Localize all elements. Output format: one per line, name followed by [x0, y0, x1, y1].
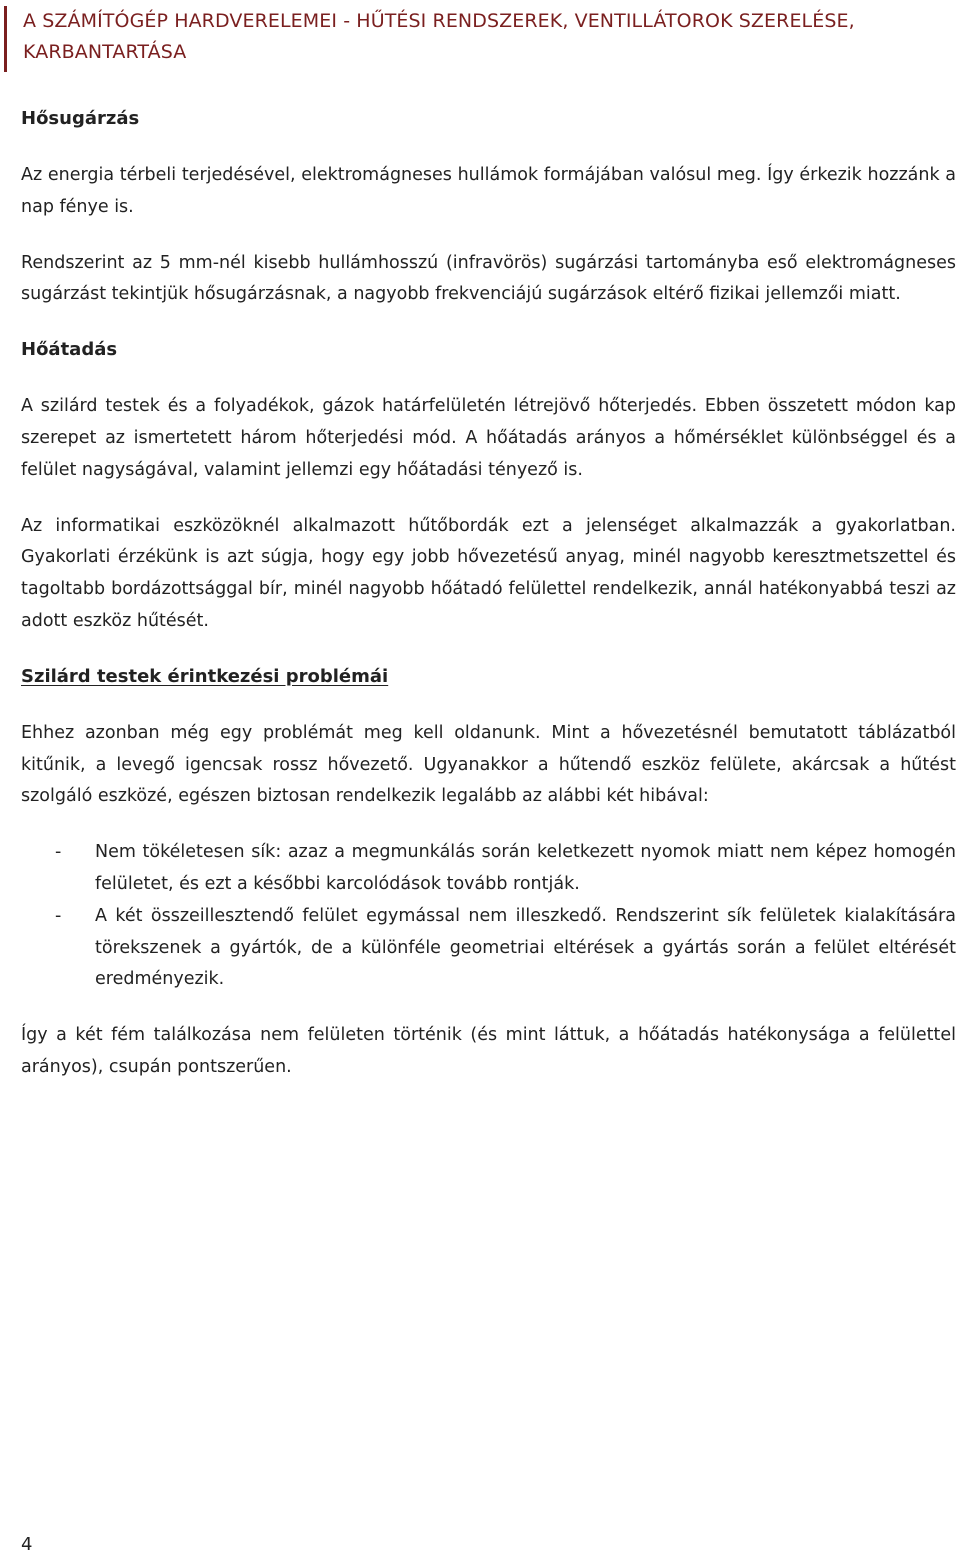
list-dash-marker: - [55, 905, 62, 926]
list-item [21, 901, 956, 996]
defect-list [21, 837, 956, 996]
paragraph: Rendszerint az 5 mm-nél kisebb hullámhosszú (infravörös) sugárzási tartományba eső elektromágneses sugárzást tekintjük hősugárzásnak, a nagyobb frekvenciájú sugárzások eltérő fizikai jellemzői miatt. [21, 252, 956, 305]
page-header [4, 6, 954, 72]
section-heading-hosugarzas: Hősugárzás [21, 108, 140, 129]
section-heading-hoatadas: Hőátadás [21, 339, 118, 361]
paragraph: Ehhez azonban még egy problémát meg kell oldanunk. Mint a hővezetésnél bemutatott táblázatból kitűnik, a levegő igencsak rossz hővezető. Ugyanakkor a hűtendő eszköz felülete, akárcsak a hűtést szolgáló eszközé, egészen biztosan rendelkezik legalább az alábbi két hibával: [21, 722, 956, 807]
list-item-text: A két összeillesztendő felület egymással nem illeszkedő. Rendszerint sík felületek kialakítására törekszenek a gyártók, de a különféle geometriai eltérések a gyártás során a felület eltérését eredményezik. [95, 905, 956, 990]
list-item-text: Nem tökéletesen sík: azaz a megmunkálás során keletkezett nyomok miatt nem képez homogén felületet, és ezt a későbbi karcolódások tovább rontják. [95, 842, 956, 894]
list-item [21, 837, 956, 901]
header-title-line-1: A SZÁMÍTÓGÉP HARDVERELEMEI - HŰTÉSI RENDSZEREK, VENTILLÁTOROK SZERELÉSE, [23, 10, 855, 32]
section-heading-erintkezesi-problemak: Szilárd testek érintkezési problémái [21, 665, 389, 687]
closing-paragraph: Így a két fém találkozása nem felületen történik (és mint láttuk, a hőátadás hatékonysága a felülettel arányos), csupán pontszerűen. [21, 1025, 956, 1077]
paragraph: A szilárd testek és a folyadékok, gázok határfelületén létrejövő hőterjedés. Ebben összetett módon kap szerepet az ismertetett három hőterjedési mód. A hőátadás arányos a hőmérséklet különbséggel és a felület nagyságával, valamint jellemzi egy hőátadási tényező is. [21, 396, 956, 480]
paragraph: Az informatikai eszközöknél alkalmazott hűtőbordák ezt a jelenséget alkalmazzák a gyakorlatban. Gyakorlati érzékünk is azt súgja, hogy egy jobb hővezetésű anyag, minél nagyobb keresztmetszettel és tagoltabb bordázottsággal bír, minél nagyobb hőátadó felülettel rendelkezik, annál hatékonyabbá teszi az adott eszköz hűtését. [21, 515, 956, 631]
page-number: 4 [21, 1534, 33, 1555]
document-body [21, 104, 956, 1108]
paragraph: Az energia térbeli terjedésével, elektromágneses hullámok formájában valósul meg. Így érkezik hozzánk a nap fénye is. [21, 165, 956, 217]
header-title-line-2: KARBANTARTÁSA [23, 41, 187, 63]
list-dash-marker: - [55, 842, 62, 863]
